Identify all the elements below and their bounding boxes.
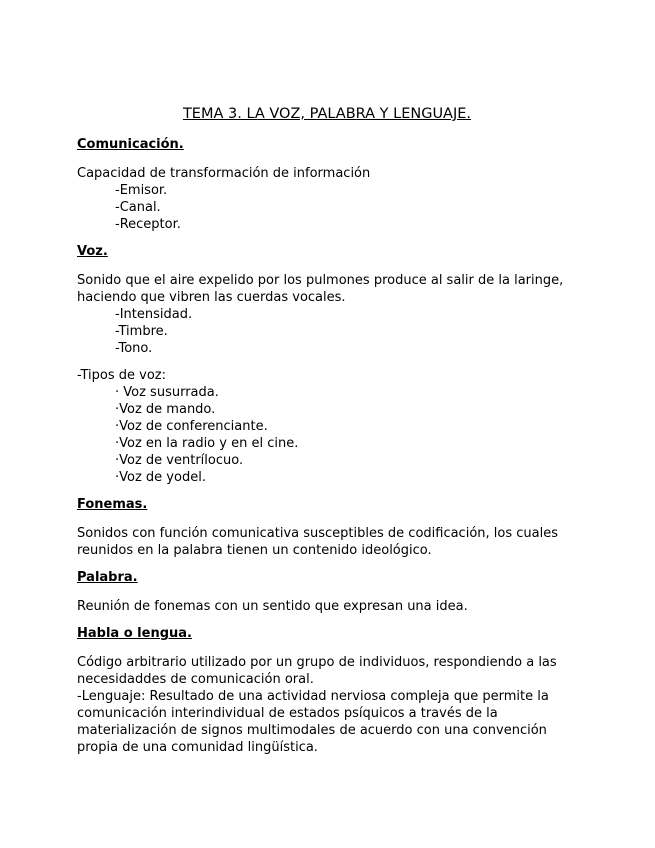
habla-text-line-2: necesidaddes de comunicación oral. xyxy=(77,672,314,687)
heading-habla-o-lengua: Habla o lengua. xyxy=(77,626,192,641)
list-item: -Receptor. xyxy=(115,217,181,232)
document-body xyxy=(77,104,577,756)
list-item: -Emisor. xyxy=(115,183,168,198)
heading-voz: Voz. xyxy=(77,244,108,259)
list-item: -Intensidad. xyxy=(115,307,193,322)
heading-fonemas: Fonemas. xyxy=(77,497,148,512)
heading-palabra: Palabra. xyxy=(77,570,138,585)
list-item: -Canal. xyxy=(115,200,161,215)
habla-text-line-6: propia de una comunidad lingüística. xyxy=(77,740,318,755)
habla-text-line-4: comunicación interindividual de estados psíquicos a través de la xyxy=(77,706,498,721)
tipos-de-voz-label: -Tipos de voz: xyxy=(77,368,166,383)
voz-qualities-list xyxy=(77,306,577,357)
habla-text-line-1: Código arbitrario utilizado por un grupo de individuos, respondiendo a las xyxy=(77,655,557,670)
list-item: ·Voz de ventrílocuo. xyxy=(115,453,244,468)
list-item: -Tono. xyxy=(115,341,153,356)
voz-text-line-2: haciendo que vibren las cuerdas vocales. xyxy=(77,290,346,305)
list-item: ·Voz de conferenciante. xyxy=(115,419,268,434)
list-item: ·Voz de yodel. xyxy=(115,470,206,485)
heading-comunicacion: Comunicación. xyxy=(77,137,184,152)
comunicacion-list xyxy=(77,182,577,233)
list-item: ·Voz de mando. xyxy=(115,402,216,417)
habla-text-line-3: -Lenguaje: Resultado de una actividad nerviosa compleja que permite la xyxy=(77,689,549,704)
tipos-de-voz-list xyxy=(77,384,577,486)
list-item: -Timbre. xyxy=(115,324,168,339)
comunicacion-text: Capacidad de transformación de información xyxy=(77,166,371,181)
document-title: TEMA 3. LA VOZ, PALABRA Y LENGUAJE. xyxy=(182,106,472,122)
habla-text-line-5: materialización de signos multimodales de acuerdo con una convención xyxy=(77,723,547,738)
list-item: · Voz susurrada. xyxy=(115,385,219,400)
voz-text-line-1: Sonido que el aire expelido por los pulmones produce al salir de la laringe, xyxy=(77,273,564,288)
list-item: ·Voz en la radio y en el cine. xyxy=(115,436,299,451)
fonemas-text-line-2: reunidos en la palabra tienen un contenido ideológico. xyxy=(77,543,432,558)
fonemas-text-line-1: Sonidos con función comunicativa susceptibles de codificación, los cuales xyxy=(77,526,558,541)
palabra-text: Reunión de fonemas con un sentido que expresan una idea. xyxy=(77,599,468,614)
